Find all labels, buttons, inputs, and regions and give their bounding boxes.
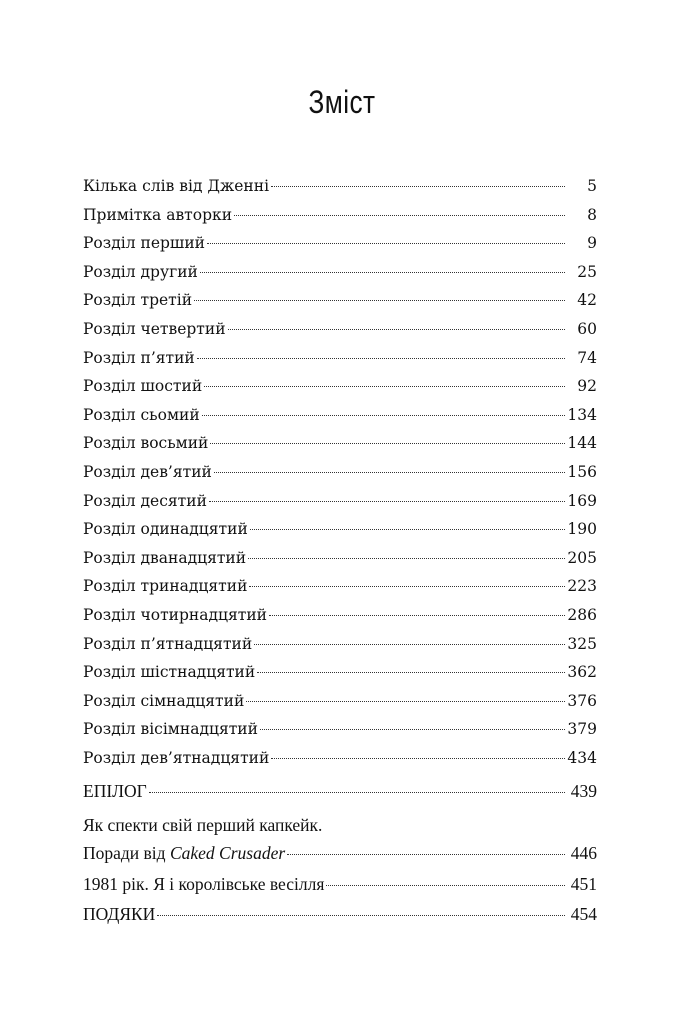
dot-leader [234,215,565,216]
toc-entry [83,229,597,258]
toc-entry-label: Розділ чотирнадцятий [83,605,267,624]
toc-entry-page: 451 [570,873,597,894]
toc-entry-page: 376 [567,691,597,710]
toc-entry-page: 42 [577,291,597,310]
toc-entry-page: 169 [567,491,597,510]
toc-entry-page: 144 [567,434,597,453]
toc-entry-page: 205 [567,548,597,567]
dot-leader [209,501,565,502]
toc-entry-page: 454 [570,904,597,925]
toc-entry [83,487,597,516]
toc-entry [83,401,597,430]
toc-entry [83,515,597,544]
toc-entry-page: 134 [567,405,597,424]
dot-leader [149,792,565,793]
dot-leader [210,443,565,444]
toc-entry-page: 190 [567,520,597,539]
toc-entry-label [83,839,285,868]
toc-entry-wedding [83,870,597,899]
toc-entry-page: 25 [577,262,597,281]
toc-entry [83,601,597,630]
toc-entry [83,658,597,687]
toc-entry-cupcake-line1: Як спекти свій перший капкейк. [83,815,323,836]
toc-entry-label: Розділ п’ятий [83,348,195,367]
toc-entry-page: 446 [570,843,597,864]
toc-entry [83,744,597,773]
dot-leader [194,300,565,301]
dot-leader [202,415,565,416]
dot-leader [250,529,565,530]
toc-entry [83,429,597,458]
toc-entry [83,544,597,573]
toc-entry-label: Розділ сьомий [83,405,200,424]
table-of-contents [83,172,597,929]
toc-entry-page: 156 [567,462,597,481]
toc-entry-page: 74 [577,348,597,367]
dot-leader [204,386,565,387]
toc-entry-label: Розділ четвертий [83,319,226,338]
dot-leader [257,672,565,673]
toc-entry-label: Розділ десятий [83,491,207,510]
chapter-list [83,172,597,772]
toc-entry-page: 286 [567,605,597,624]
toc-entry-label: Кілька слів від Дженні [83,177,270,195]
toc-title: Зміст [308,84,376,120]
toc-entry [83,344,597,373]
toc-entry [83,258,597,287]
toc-entry-acknowledgements [83,900,597,929]
toc-entry [83,715,597,744]
cupcake-prefix: Поради від [83,843,170,864]
toc-entry [83,172,597,201]
toc-entry-page: 9 [587,234,597,253]
dot-leader [207,243,565,244]
toc-entry-page: 60 [577,319,597,338]
toc-entry-label: Розділ третій [83,291,193,310]
toc-entry-page: 439 [570,781,597,802]
dot-leader [246,701,565,702]
toc-entry [83,687,597,716]
dot-leader [248,558,565,559]
dot-leader [287,854,565,855]
toc-entry [83,458,597,487]
dot-leader [197,358,565,359]
dot-leader [254,644,565,645]
toc-entry [83,201,597,230]
toc-entry-label: Примітка авторки [83,205,233,224]
toc-entry-label: Розділ дванадцятий [83,548,247,567]
toc-entry-label: Розділ шостий [83,377,203,396]
dot-leader [200,272,565,273]
dot-leader [326,885,565,886]
toc-entry-label: ЕПІЛОГ [83,781,147,802]
dot-leader [228,329,565,330]
dot-leader [249,586,565,587]
toc-entry-page: 379 [567,720,597,739]
dot-leader [260,729,565,730]
toc-entry-label: Розділ другий [83,262,198,281]
toc-entry-page: 223 [567,577,597,596]
toc-entry-label: Розділ тринадцятий [83,577,248,596]
toc-entry-label: Розділ сімнадцятий [83,691,245,710]
dot-leader [271,758,565,759]
toc-entry [83,630,597,659]
toc-entry-label: Розділ одинадцятий [83,520,248,539]
toc-entry [83,286,597,315]
toc-entry-label: Розділ перший [83,234,205,253]
toc-entry-page: 434 [567,748,597,767]
toc-entry-label: Розділ дев’ятий [83,462,212,481]
cupcake-italic: Caked Crusader [169,843,286,864]
toc-entry-label: Розділ п’ятнадцятий [83,634,253,653]
toc-entry-label: 1981 рік. Я і королівське весілля [83,873,325,894]
dot-leader [214,472,565,473]
toc-entry [83,572,597,601]
toc-entry-page: 362 [567,663,597,682]
toc-entry-page: 8 [587,205,597,224]
toc-entry-label: Розділ вісімнадцятий [83,720,258,739]
dot-leader [157,915,565,916]
toc-entry-page: 92 [577,377,597,396]
toc-entry-page: 5 [587,177,597,195]
toc-entry-epilogue [83,777,597,806]
dot-leader [269,615,565,616]
toc-entry-label: Розділ дев’ятнадцятий [83,748,270,767]
toc-entry-cupcake [83,839,597,868]
dot-leader [271,186,565,187]
toc-entry [83,315,597,344]
toc-entry-page: 325 [567,634,597,653]
toc-entry-label: Розділ шістнадцятий [83,663,256,682]
toc-entry [83,372,597,401]
toc-entry-label: Розділ восьмий [83,434,209,453]
toc-entry-label: ПОДЯКИ [83,904,156,925]
